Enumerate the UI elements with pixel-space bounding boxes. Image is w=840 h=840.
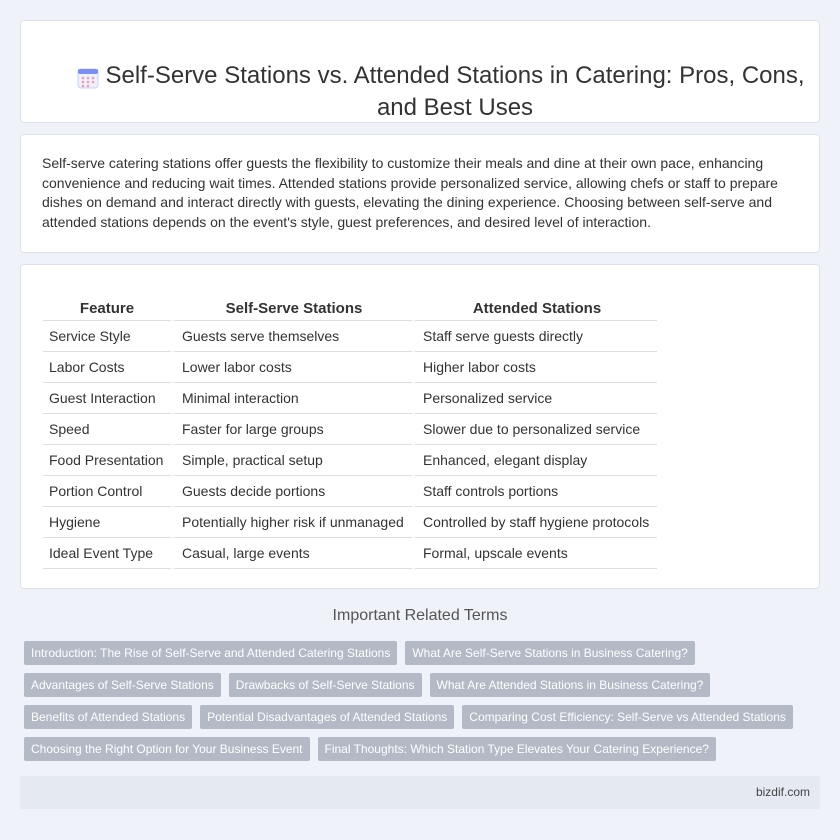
table-row [43, 383, 657, 414]
feature-cell: Portion Control [43, 476, 171, 507]
self-serve-cell: Minimal interaction [171, 383, 412, 414]
self-serve-cell: Guests serve themselves [171, 321, 412, 352]
related-term-link[interactable]: Choosing the Right Option for Your Business Event [24, 737, 310, 761]
attended-cell: Enhanced, elegant display [412, 445, 657, 476]
feature-cell: Labor Costs [43, 352, 171, 383]
feature-cell: Service Style [43, 321, 171, 352]
related-terms-row [24, 673, 804, 697]
self-serve-cell: Lower labor costs [171, 352, 412, 383]
related-term-link[interactable]: What Are Attended Stations in Business Catering? [430, 673, 711, 697]
related-term-link[interactable]: Introduction: The Rise of Self-Serve and Attended Catering Stations [24, 641, 397, 665]
related-term-link[interactable]: Potential Disadvantages of Attended Stations [200, 705, 454, 729]
footer [20, 776, 820, 809]
table-row [43, 414, 657, 445]
attended-cell: Staff serve guests directly [412, 321, 657, 352]
related-term-link[interactable]: Final Thoughts: Which Station Type Elevates Your Catering Experience? [318, 737, 716, 761]
header-feature: Feature [43, 294, 171, 321]
related-terms-row [24, 705, 804, 729]
related-term-link[interactable]: Drawbacks of Self-Serve Stations [229, 673, 422, 697]
calendar-icon [77, 67, 99, 89]
feature-cell: Speed [43, 414, 171, 445]
table-header-row [43, 294, 657, 321]
header-self-serve: Self-Serve Stations [171, 294, 412, 321]
related-terms-row [24, 641, 804, 665]
table-row [43, 321, 657, 352]
attended-cell: Controlled by staff hygiene protocols [412, 507, 657, 538]
table-row [43, 476, 657, 507]
intro-paragraph: Self-serve catering stations offer guests the flexibility to customize their meals and dine at their own pace, enhancing convenience and reducing wait times. Attended stations provide personalized service, allowing chefs or staff to prepare dishes on demand and interact directly with guests, elevating the dining experience. Choosing between self-serve and attended stations depends on the event's style, guest preferences, and desired level of interaction. [42, 155, 778, 230]
self-serve-cell: Casual, large events [171, 538, 412, 569]
self-serve-cell: Guests decide portions [171, 476, 412, 507]
table-row [43, 507, 657, 538]
table-row [43, 352, 657, 383]
related-terms-heading: Important Related Terms [332, 607, 508, 624]
table-row [43, 445, 657, 476]
feature-cell: Guest Interaction [43, 383, 171, 414]
attended-cell: Slower due to personalized service [412, 414, 657, 445]
feature-cell: Food Presentation [43, 445, 171, 476]
intro-card [20, 134, 820, 253]
attended-cell: Formal, upscale events [412, 538, 657, 569]
related-term-link[interactable]: Comparing Cost Efficiency: Self-Serve vs Attended Stations [462, 705, 793, 729]
header-attended: Attended Stations [412, 294, 657, 321]
related-term-link[interactable]: Benefits of Attended Stations [24, 705, 192, 729]
page-title: Self-Serve Stations vs. Attended Stations in Catering: Pros, Cons, and Best Uses [105, 62, 805, 121]
title-card [20, 20, 820, 123]
feature-cell: Hygiene [43, 507, 171, 538]
self-serve-cell: Faster for large groups [171, 414, 412, 445]
feature-cell: Ideal Event Type [43, 538, 171, 569]
self-serve-cell: Potentially higher risk if unmanaged [171, 507, 412, 538]
attended-cell: Higher labor costs [412, 352, 657, 383]
self-serve-cell: Simple, practical setup [171, 445, 412, 476]
related-term-link[interactable]: Advantages of Self-Serve Stations [24, 673, 221, 697]
related-term-link[interactable]: What Are Self-Serve Stations in Business Catering? [405, 641, 694, 665]
attended-cell: Staff controls portions [412, 476, 657, 507]
related-terms-list [24, 641, 804, 769]
related-terms-row [24, 737, 804, 761]
comparison-card [20, 264, 820, 589]
site-name[interactable]: bizdif.com [755, 785, 810, 799]
comparison-table [43, 294, 657, 569]
attended-cell: Personalized service [412, 383, 657, 414]
table-row [43, 538, 657, 569]
